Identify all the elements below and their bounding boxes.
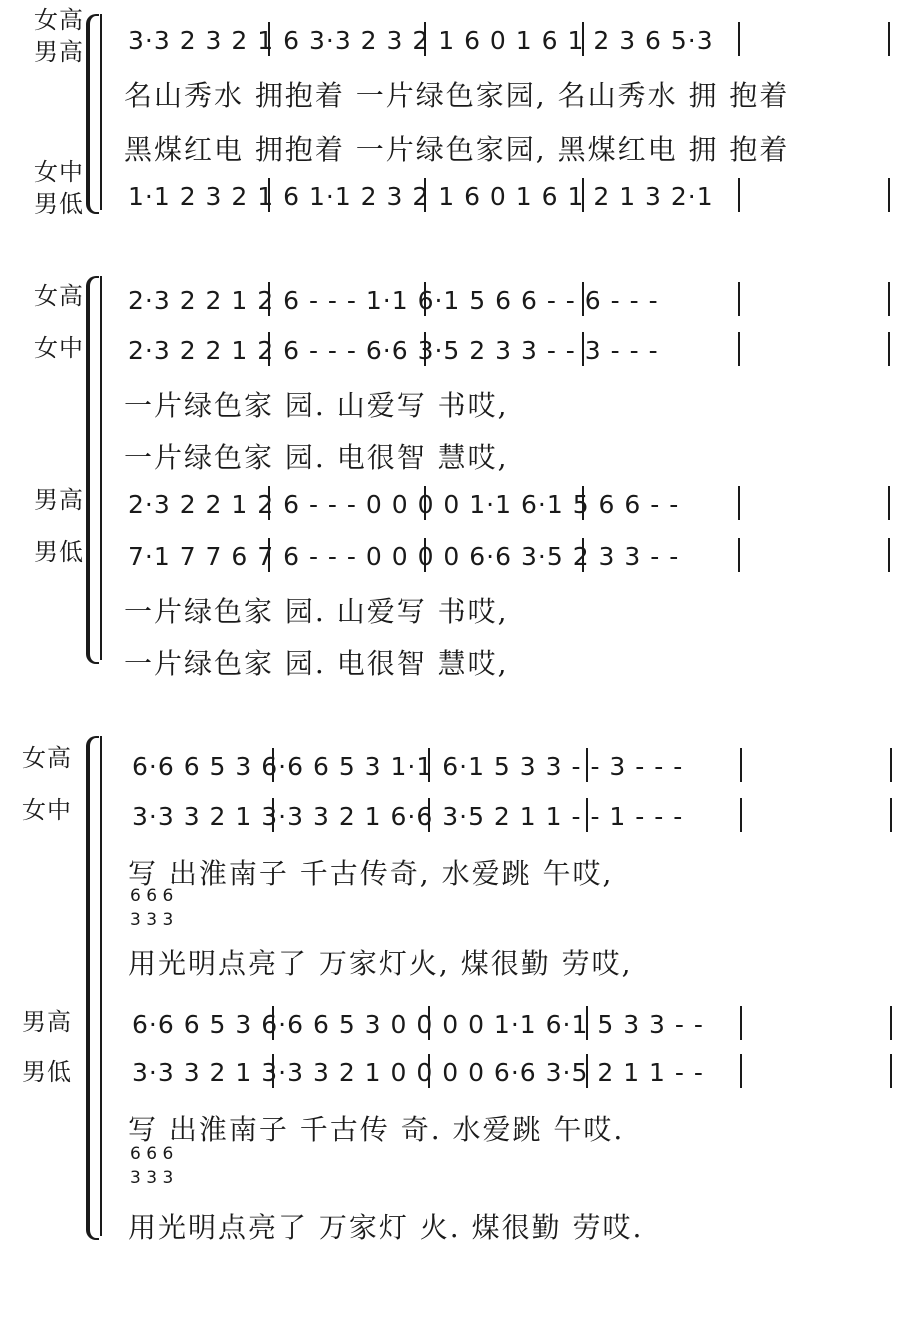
male-lyrics-verse-1: 写 出淮南子 千古传 奇. 水爱跳 午哎.: [128, 1113, 625, 1146]
voice-label-soprano: 女高: [22, 744, 72, 772]
barline: [428, 748, 430, 782]
lyrics-verse-1: 名山秀水 拥抱着 一片绿色家园, 名山秀水 拥 抱着: [124, 79, 790, 112]
barline: [586, 798, 588, 832]
barline: [738, 486, 740, 520]
barline: [272, 748, 274, 782]
barline: [424, 22, 426, 56]
barline: [738, 178, 740, 212]
barline: [738, 332, 740, 366]
barline: [268, 178, 270, 212]
voice-label-tenor: 男高: [34, 38, 84, 66]
barline: [740, 798, 742, 832]
system-line: [100, 736, 102, 1236]
barline: [268, 332, 270, 366]
male-divisi-top: 6 6 6: [130, 1144, 174, 1164]
barline: [738, 22, 740, 56]
barline: [740, 748, 742, 782]
male-divisi-bottom: 3 3 3: [130, 1168, 174, 1188]
male-lyrics-verse-2: 用光明点亮了 万家灯 火. 煤很勤 劳哎.: [128, 1211, 644, 1244]
barline: [268, 538, 270, 572]
system-brace: [86, 276, 99, 664]
barline: [586, 1054, 588, 1088]
barline: [888, 22, 890, 56]
male-lyrics-verse-2: 一片绿色家 园. 电很智 慧哎,: [124, 647, 509, 680]
barline: [740, 1006, 742, 1040]
alto-notes: 3·3 3 2 1 3·3 3 2 1 6·6 3·5 2 1 1 - - 1 - - -: [132, 802, 684, 831]
barline: [424, 282, 426, 316]
lower-notes: 1·1 2 3 2 1 6 1·1 2 3 2 1 6 0 1 6 1 2 1 3 2·1: [128, 182, 714, 211]
barline: [738, 282, 740, 316]
voice-label-alto: 女中: [34, 158, 84, 186]
barline: [582, 282, 584, 316]
system-line: [100, 276, 102, 660]
barline: [582, 538, 584, 572]
barline: [740, 1054, 742, 1088]
upper-notes: 3·3 2 3 2 1 6 3·3 2 3 2 1 6 0 1 6 1 2 3 6 5·3: [128, 26, 714, 55]
barline: [272, 1006, 274, 1040]
female-divisi-top: 6 6 6: [130, 886, 174, 906]
barline: [428, 798, 430, 832]
barline: [582, 178, 584, 212]
barline: [582, 332, 584, 366]
barline: [424, 332, 426, 366]
voice-label-alto: 女中: [22, 796, 72, 824]
barline: [890, 1054, 892, 1088]
voice-label-tenor: 男高: [22, 1008, 72, 1036]
female-lyrics-verse-1: 一片绿色家 园. 山爱写 书哎,: [124, 389, 509, 422]
barline: [582, 22, 584, 56]
voice-label-soprano: 女高: [34, 6, 84, 34]
barline: [890, 1006, 892, 1040]
barline: [890, 798, 892, 832]
tenor-notes: 2·3 2 2 1 2 6 - - - 0 0 0 0 1·1 6·1 5 6 6 - -: [128, 490, 680, 519]
alto-notes: 2·3 2 2 1 2 6 - - - 6·6 3·5 2 3 3 - - 3 - - -: [128, 336, 659, 365]
soprano-notes: 2·3 2 2 1 2 6 - - - 1·1 6·1 5 6 6 - - 6 - - -: [128, 286, 659, 315]
bass-notes: 3·3 3 2 1 3·3 3 2 1 0 0 0 0 6·6 3·5 2 1 1 - -: [132, 1058, 704, 1087]
barline: [586, 1006, 588, 1040]
barline: [268, 22, 270, 56]
barline: [738, 538, 740, 572]
barline: [888, 538, 890, 572]
tenor-notes: 6·6 6 5 3 6·6 6 5 3 0 0 0 0 1·1 6·1 5 3 3 - -: [132, 1010, 704, 1039]
barline: [424, 178, 426, 212]
system-brace: [86, 14, 99, 214]
bass-notes: 7·1 7 7 6 7 6 - - - 0 0 0 0 6·6 3·5 2 3 3 - -: [128, 542, 680, 571]
barline: [272, 798, 274, 832]
barline: [888, 178, 890, 212]
barline: [424, 538, 426, 572]
voice-label-tenor: 男高: [34, 486, 84, 514]
voice-label-bass: 男低: [34, 190, 84, 218]
barline: [888, 486, 890, 520]
lyrics-verse-2: 黑煤红电 拥抱着 一片绿色家园, 黑煤红电 拥 抱着: [124, 133, 790, 166]
barline: [582, 486, 584, 520]
voice-label-alto: 女中: [34, 334, 84, 362]
soprano-notes: 6·6 6 5 3 6·6 6 5 3 1·1 6·1 5 3 3 - - 3 - - -: [132, 752, 684, 781]
barline: [424, 486, 426, 520]
voice-label-bass: 男低: [34, 538, 84, 566]
female-lyrics-verse-2: 用光明点亮了 万家灯火, 煤很勤 劳哎,: [128, 947, 633, 980]
barline: [888, 282, 890, 316]
barline: [268, 282, 270, 316]
barline: [428, 1054, 430, 1088]
barline: [268, 486, 270, 520]
system-line: [100, 14, 102, 210]
female-divisi-bottom: 3 3 3: [130, 910, 174, 930]
male-lyrics-verse-1: 一片绿色家 园. 山爱写 书哎,: [124, 595, 509, 628]
barline: [888, 332, 890, 366]
voice-label-bass: 男低: [22, 1058, 72, 1086]
barline: [428, 1006, 430, 1040]
female-lyrics-verse-1: 写 出淮南子 千古传奇, 水爱跳 午哎,: [128, 857, 614, 890]
system-brace: [86, 736, 99, 1240]
barline: [890, 748, 892, 782]
female-lyrics-verse-2: 一片绿色家 园. 电很智 慧哎,: [124, 441, 509, 474]
barline: [586, 748, 588, 782]
barline: [272, 1054, 274, 1088]
voice-label-soprano: 女高: [34, 282, 84, 310]
